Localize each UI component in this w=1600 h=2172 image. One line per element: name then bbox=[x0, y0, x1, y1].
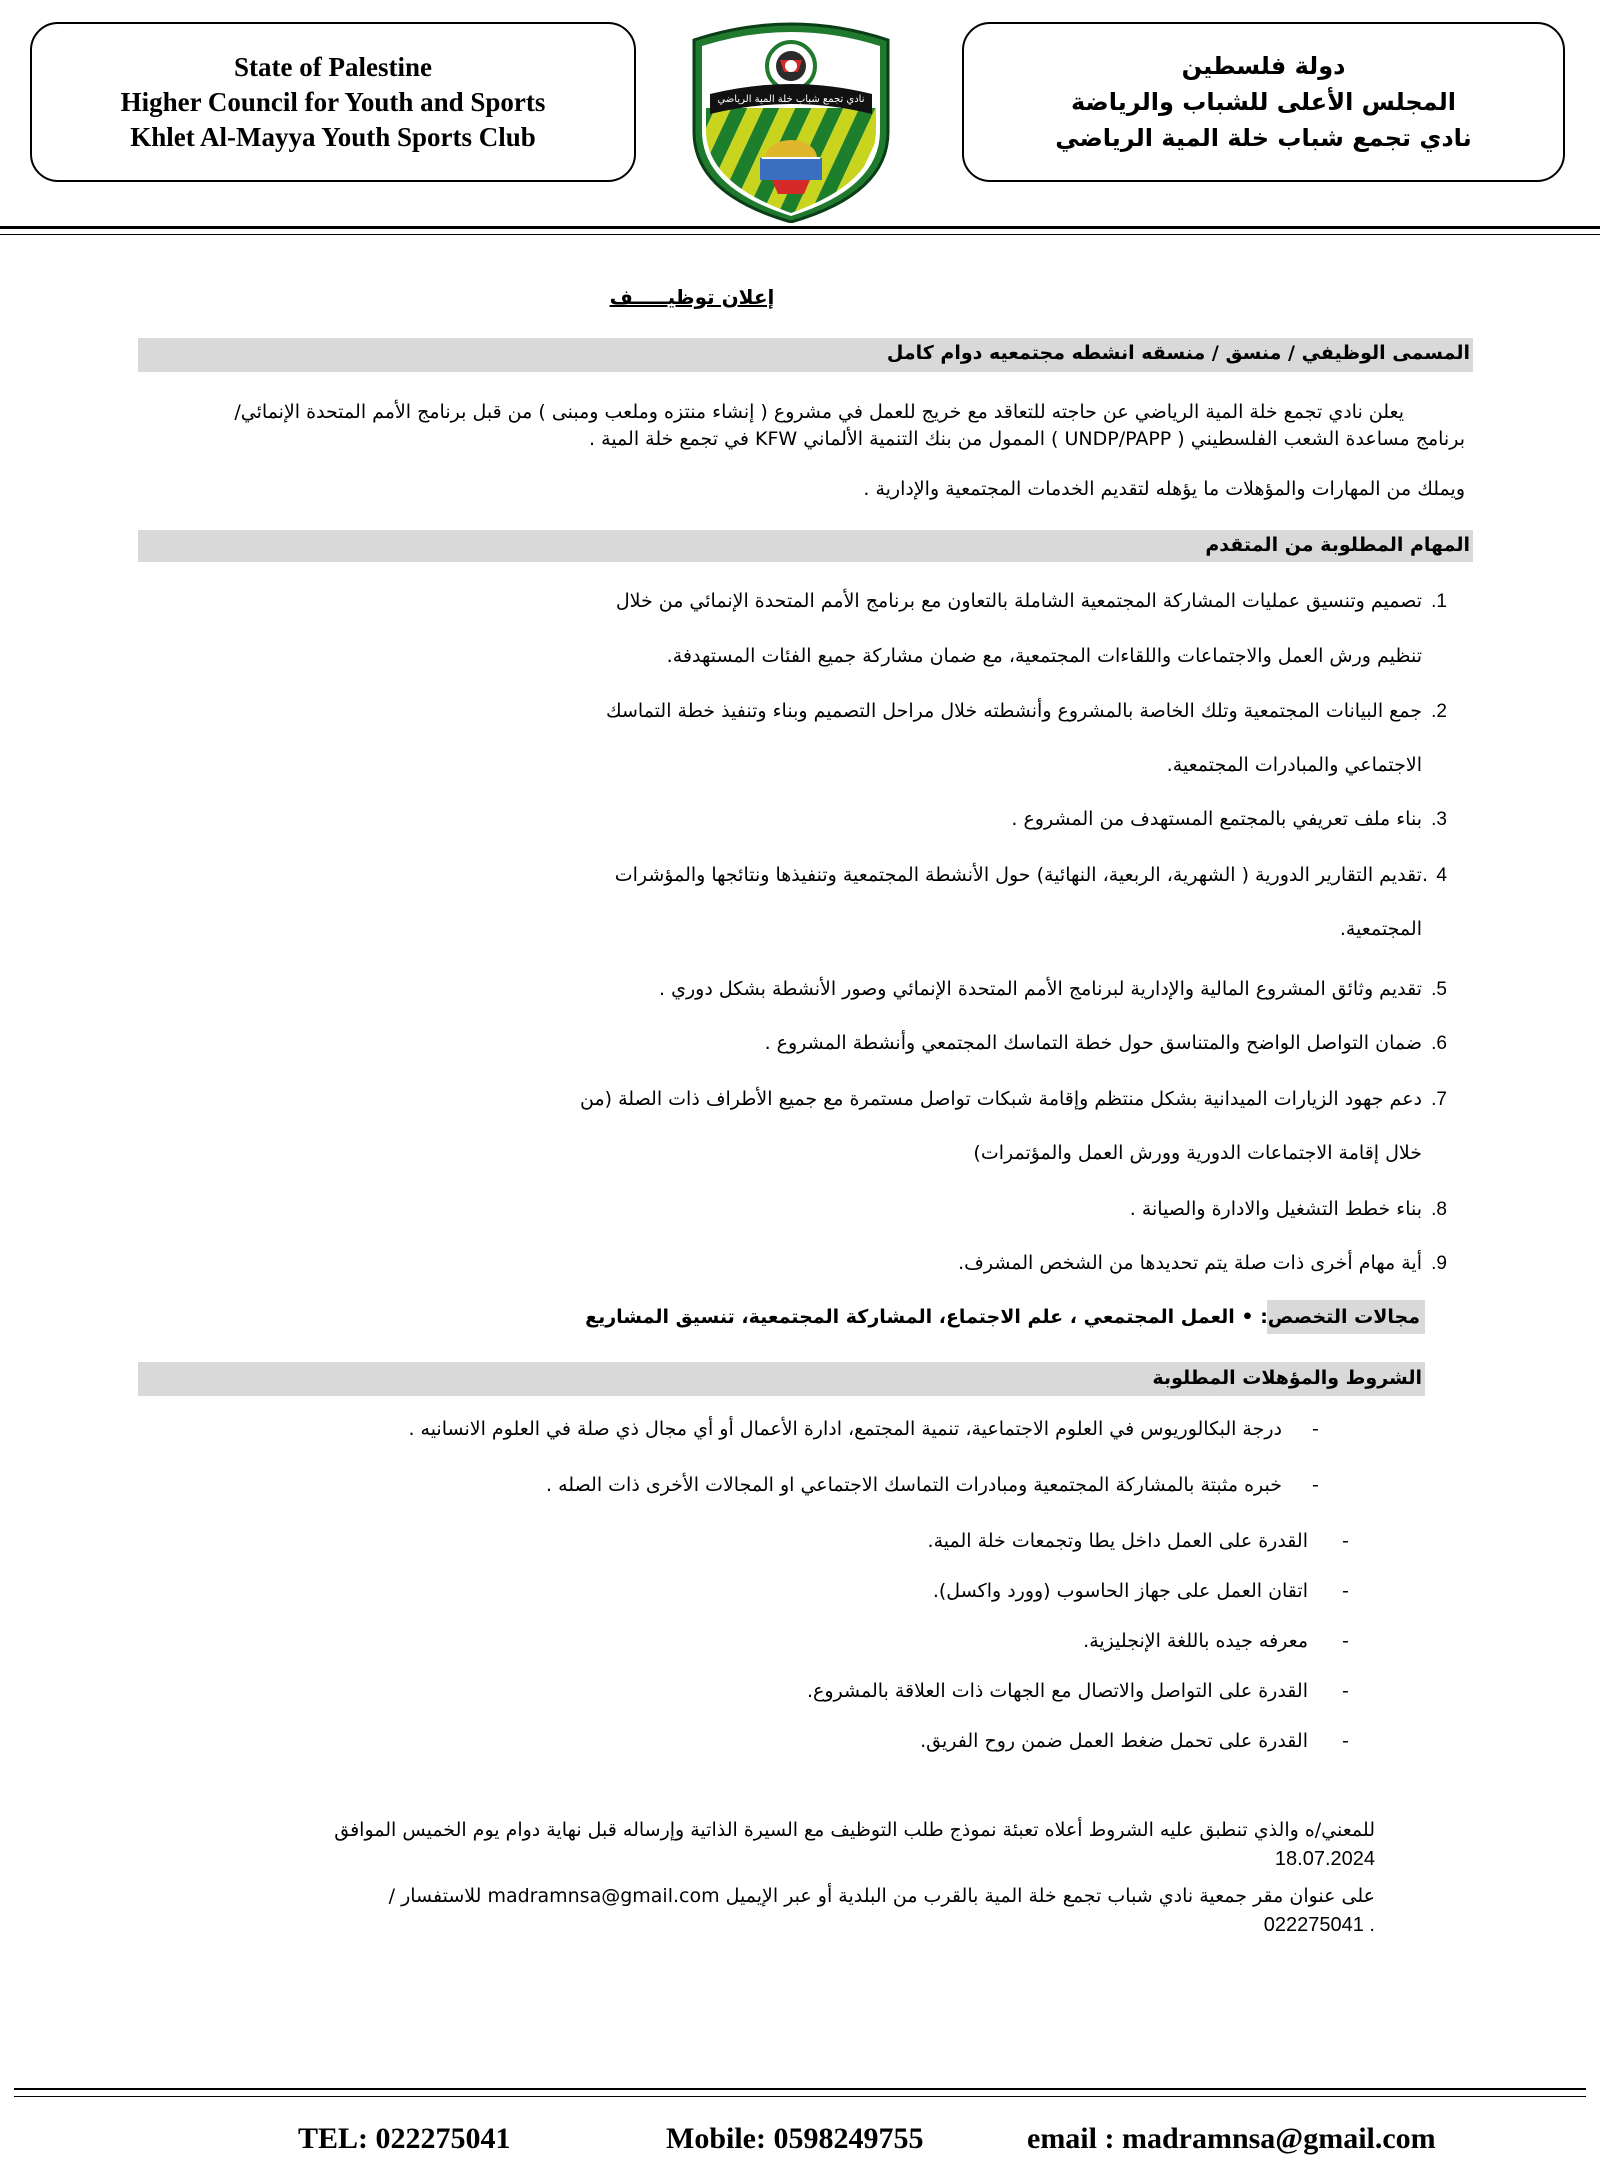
requirement-3-dash: - bbox=[1342, 1530, 1349, 1552]
closing-line-1: للمعني/ه والذي تنطبق عليه الشروط أعلاه تعبئة نموذج طلب التوظيف مع السيرة الذاتية وإرساله قبل نهاية دوام يوم الخميس الموافق bbox=[334, 1819, 1375, 1841]
requirement-5-dash: - bbox=[1342, 1630, 1349, 1652]
header-state-ar: دولة فلسطين bbox=[1181, 52, 1346, 80]
task-3-number: 3. bbox=[1431, 809, 1447, 830]
header-council-en: Higher Council for Youth and Sports bbox=[120, 86, 546, 117]
tasks-heading: المهام المطلوبة من المتقدم bbox=[1205, 534, 1470, 556]
task-3-line-1: بناء ملف تعريفي بالمجتمع المستهدف من المشروع . bbox=[1011, 808, 1422, 830]
closing-date: 18.07.2024 bbox=[1274, 1848, 1375, 1870]
task-7-line-1: دعم جهود الزيارات الميدانية بشكل منتظم وإقامة شبكات تواصل مستمرة مع جميع الأطراف ذات الصلة (من bbox=[580, 1088, 1422, 1110]
requirement-1-dash: - bbox=[1312, 1418, 1319, 1440]
task-1-line-2: تنظيم ورش العمل والاجتماعات واللقاءات المجتمعية، مع ضمان مشاركة جميع الفئات المستهدفة. bbox=[666, 645, 1422, 667]
footer-rule-thick bbox=[14, 2088, 1586, 2090]
task-5-line-1: تقديم وثائق المشروع المالية والإدارية لبرنامج الأمم المتحدة الإنمائي وصور الأنشطة بشكل دوري . bbox=[659, 978, 1422, 1000]
footer-email: email : madramnsa@gmail.com bbox=[1027, 2122, 1436, 2155]
header-club-en: Khlet Al-Mayya Youth Sports Club bbox=[130, 121, 536, 152]
footer-rule-thin bbox=[14, 2096, 1586, 2097]
task-6-number: 6. bbox=[1431, 1033, 1447, 1054]
task-4-number: 4 bbox=[1436, 865, 1447, 886]
specialization-value: • العمل المجتمعي ، علم الاجتماع، المشاركة المجتمعية، تنسيق المشاريع bbox=[585, 1306, 1254, 1328]
footer-mobile: Mobile: 0598249755 bbox=[666, 2122, 924, 2155]
task-9-line-1: أية مهام أخرى ذات صلة يتم تحديدها من الشخص المشرف. bbox=[958, 1252, 1422, 1274]
requirement-4: اتقان العمل على جهاز الحاسوب (وورد واكسل). bbox=[932, 1580, 1308, 1602]
closing-line-2: على عنوان مقر جمعية نادي شباب تجمع خلة المية بالقرب من البلدية أو عبر الإيميل madramnsa@gmail.com للاستفسار / bbox=[388, 1885, 1375, 1907]
task-2-line-2: الاجتماعي والمبادرات المجتمعية. bbox=[1166, 754, 1422, 776]
task-1-line-1: تصميم وتنسيق عمليات المشاركة المجتمعية الشاملة بالتعاون مع برنامج الأمم المتحدة الإنمائي من خلال bbox=[615, 590, 1422, 612]
header-club-ar: نادي تجمع شباب خلة المية الرياضي bbox=[1055, 124, 1472, 152]
task-8-line-1: بناء خطط التشغيل والادارة والصيانة . bbox=[1129, 1198, 1422, 1220]
requirement-3: القدرة على العمل داخل يطا وتجمعات خلة المية. bbox=[927, 1530, 1308, 1552]
task-5-number: 5. bbox=[1431, 979, 1447, 1000]
requirement-7: القدرة على تحمل ضغط العمل ضمن روح الفريق. bbox=[920, 1730, 1308, 1752]
requirement-5: معرفه جيده باللغة الإنجليزية. bbox=[1083, 1630, 1308, 1652]
intro-para-2: ويملك من المهارات والمؤهلات ما يؤهله لتقديم الخدمات المجتمعية والإدارية . bbox=[863, 478, 1465, 500]
specialization-line bbox=[585, 1306, 1420, 1328]
intro-line-1: يعلن نادي تجمع خلة المية الرياضي عن حاجته للتعاقد مع خريج للعمل في مشروع ( إنشاء منتزه وملعب ومبنى ) من قبل برنامج الأمم المتحدة الإنمائي/ bbox=[234, 401, 1404, 423]
task-7-number: 7. bbox=[1431, 1089, 1447, 1110]
task-9-number: 9. bbox=[1431, 1253, 1447, 1274]
requirement-6: القدرة على التواصل والاتصال مع الجهات ذات العلاقة بالمشروع. bbox=[807, 1680, 1308, 1702]
task-6-line-1: ضمان التواصل الواضح والمتناسق حول خطة التماسك المجتمعي وأنشطة المشروع . bbox=[764, 1032, 1422, 1054]
task-4-line-2: المجتمعية. bbox=[1339, 918, 1422, 940]
requirement-4-dash: - bbox=[1342, 1580, 1349, 1602]
header-english-box bbox=[30, 22, 636, 182]
announcement-title: إعلان توظيـــــف bbox=[609, 285, 775, 309]
header-arabic-box bbox=[962, 22, 1565, 182]
club-logo bbox=[676, 8, 906, 223]
requirement-6-dash: - bbox=[1342, 1680, 1349, 1702]
job-title: المسمى الوظيفي / منسق / منسقه انشطه مجتمعيه دوام كامل bbox=[886, 342, 1470, 364]
logo-text: نادي تجمع شباب خلة المية الرياضي bbox=[717, 94, 865, 105]
task-2-number: 2. bbox=[1431, 701, 1447, 722]
requirement-2-dash: - bbox=[1312, 1474, 1319, 1496]
task-1-number: 1. bbox=[1431, 591, 1447, 612]
header-rule-thick bbox=[0, 226, 1600, 229]
task-7-line-2: خلال إقامة الاجتماعات الدورية وورش العمل والمؤتمرات) bbox=[973, 1142, 1422, 1164]
intro-line-2: برنامج مساعدة الشعب الفلسطيني ( UNDP/PAPP ) الممول من بنك التنمية الألماني KFW في تجمع خلة المية . bbox=[589, 428, 1465, 450]
task-8-number: 8. bbox=[1431, 1199, 1447, 1220]
footer-tel: TEL: 022275041 bbox=[298, 2122, 511, 2155]
requirement-1: درجة البكالوريوس في العلوم الاجتماعية، تنمية المجتمع، ادارة الأعمال أو أي مجال ذي صلة في العلوم الانسانيه . bbox=[408, 1418, 1282, 1440]
header-state-en: State of Palestine bbox=[234, 51, 432, 82]
footer-contact bbox=[0, 2122, 1600, 2162]
task-4-line-1: .تقديم التقارير الدورية ( الشهرية، الربعية، النهائية) حول الأنشطة المجتمعية وتنفيذها ونتائجها والمؤشرات bbox=[614, 864, 1428, 886]
requirement-2: خبره مثبتة بالمشاركة المجتمعية ومبادرات التماسك الاجتماعي او المجالات الأخرى ذات الصله . bbox=[546, 1474, 1282, 1496]
specialization-label: مجالات التخصص: bbox=[1260, 1306, 1420, 1328]
requirement-7-dash: - bbox=[1342, 1730, 1349, 1752]
header-council-ar: المجلس الأعلى للشباب والرياضة bbox=[1071, 88, 1456, 116]
task-2-line-1: جمع البيانات المجتمعية وتلك الخاصة بالمشروع وأنشطته خلال مراحل التصميم وبناء وتنفيذ خطة التماسك bbox=[605, 700, 1422, 722]
header-rule-thin bbox=[0, 234, 1600, 235]
requirements-heading: الشروط والمؤهلات المطلوبة bbox=[1152, 1367, 1422, 1389]
closing-phone: . 022275041 bbox=[1263, 1914, 1375, 1936]
